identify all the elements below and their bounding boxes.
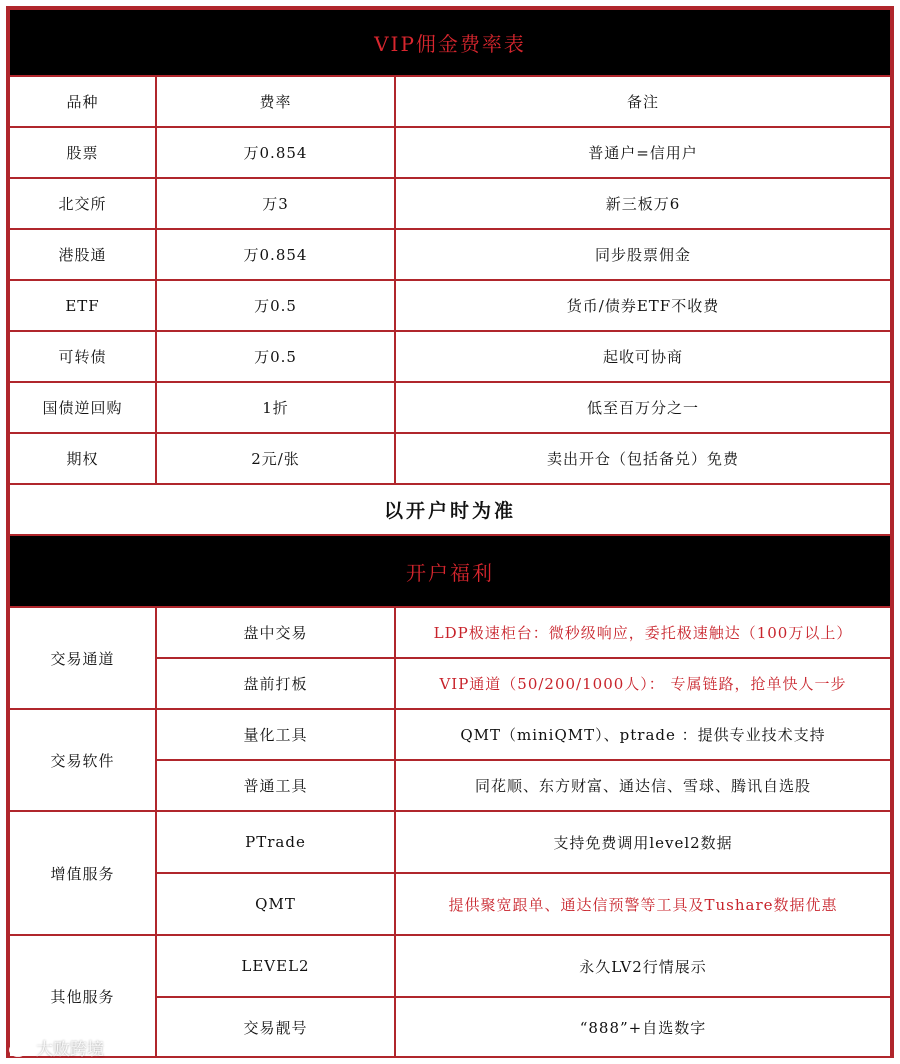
footnote: 以开户时为准 xyxy=(9,484,891,535)
item-name-cell: 普通工具 xyxy=(156,760,395,811)
rate-cell: 2元/张 xyxy=(156,433,395,484)
note-cell: 同步股票佣金 xyxy=(395,229,891,280)
weibo-logo-icon xyxy=(8,1038,32,1058)
item-desc-cell: 同花顺、东方财富、通达信、雪球、腾讯自选股 xyxy=(395,760,891,811)
table-row xyxy=(9,433,891,484)
note-cell: 普通户=信用户 xyxy=(395,127,891,178)
note-cell: 货币/债券ETF不收费 xyxy=(395,280,891,331)
item-desc-cell: VIP通道（50/200/1000人）： 专属链路，抢单快人一步 xyxy=(395,658,891,709)
table-row xyxy=(9,935,891,997)
item-name-cell: 交易靓号 xyxy=(156,997,395,1057)
table-row xyxy=(9,229,891,280)
table-row xyxy=(9,607,891,658)
rate-cell: 万0.854 xyxy=(156,127,395,178)
rate-cell: 1折 xyxy=(156,382,395,433)
product-cell: 国债逆回购 xyxy=(9,382,156,433)
table-row xyxy=(9,178,891,229)
category-cell: 其他服务 xyxy=(9,935,156,1057)
note-cell: 低至百万分之一 xyxy=(395,382,891,433)
benefits-title-row xyxy=(9,535,891,607)
item-desc-cell: QMT（miniQMT）、ptrade ：提供专业技术支持 xyxy=(395,709,891,760)
watermark-text: 大败跨境 xyxy=(36,1040,104,1060)
fee-table-header-row xyxy=(9,76,891,127)
note-cell: 起收可协商 xyxy=(395,331,891,382)
category-cell: 交易软件 xyxy=(9,709,156,811)
footnote-row xyxy=(9,484,891,535)
item-name-cell: 盘中交易 xyxy=(156,607,395,658)
rate-cell: 万3 xyxy=(156,178,395,229)
item-desc-cell: 提供聚宽跟单、通达信预警等工具及Tushare数据优惠 xyxy=(395,873,891,935)
category-cell: 交易通道 xyxy=(9,607,156,709)
product-cell: 股票 xyxy=(9,127,156,178)
watermark xyxy=(8,1035,104,1060)
product-cell: ETF xyxy=(9,280,156,331)
benefits-title: 开户福利 xyxy=(9,535,891,607)
table-row xyxy=(9,709,891,760)
note-cell: 卖出开仓（包括备兑）免费 xyxy=(395,433,891,484)
rate-cell: 万0.5 xyxy=(156,280,395,331)
table-row xyxy=(9,811,891,873)
item-name-cell: QMT xyxy=(156,873,395,935)
note-cell: 新三板万6 xyxy=(395,178,891,229)
product-cell: 可转债 xyxy=(9,331,156,382)
item-desc-cell: 支持免费调用level2数据 xyxy=(395,811,891,873)
item-desc-cell: LDP极速柜台：微秒级响应，委托极速触达（100万以上） xyxy=(395,607,891,658)
table-row xyxy=(9,280,891,331)
header-note: 备注 xyxy=(395,76,891,127)
table-row xyxy=(9,127,891,178)
rate-cell: 万0.854 xyxy=(156,229,395,280)
fee-table-title: VIP佣金费率表 xyxy=(9,9,891,76)
fee-table xyxy=(8,8,892,1058)
header-rate: 费率 xyxy=(156,76,395,127)
category-cell: 增值服务 xyxy=(9,811,156,935)
table-row xyxy=(9,382,891,433)
product-cell: 期权 xyxy=(9,433,156,484)
item-name-cell: 盘前打板 xyxy=(156,658,395,709)
item-name-cell: 量化工具 xyxy=(156,709,395,760)
item-desc-cell: “888”+自选数字 xyxy=(395,997,891,1057)
product-cell: 北交所 xyxy=(9,178,156,229)
fee-table-title-row xyxy=(9,9,891,76)
item-name-cell: LEVEL2 xyxy=(156,935,395,997)
header-product: 品种 xyxy=(9,76,156,127)
commission-sheet xyxy=(6,6,894,1058)
table-row xyxy=(9,331,891,382)
product-cell: 港股通 xyxy=(9,229,156,280)
item-desc-cell: 永久LV2行情展示 xyxy=(395,935,891,997)
rate-cell: 万0.5 xyxy=(156,331,395,382)
item-name-cell: PTrade xyxy=(156,811,395,873)
